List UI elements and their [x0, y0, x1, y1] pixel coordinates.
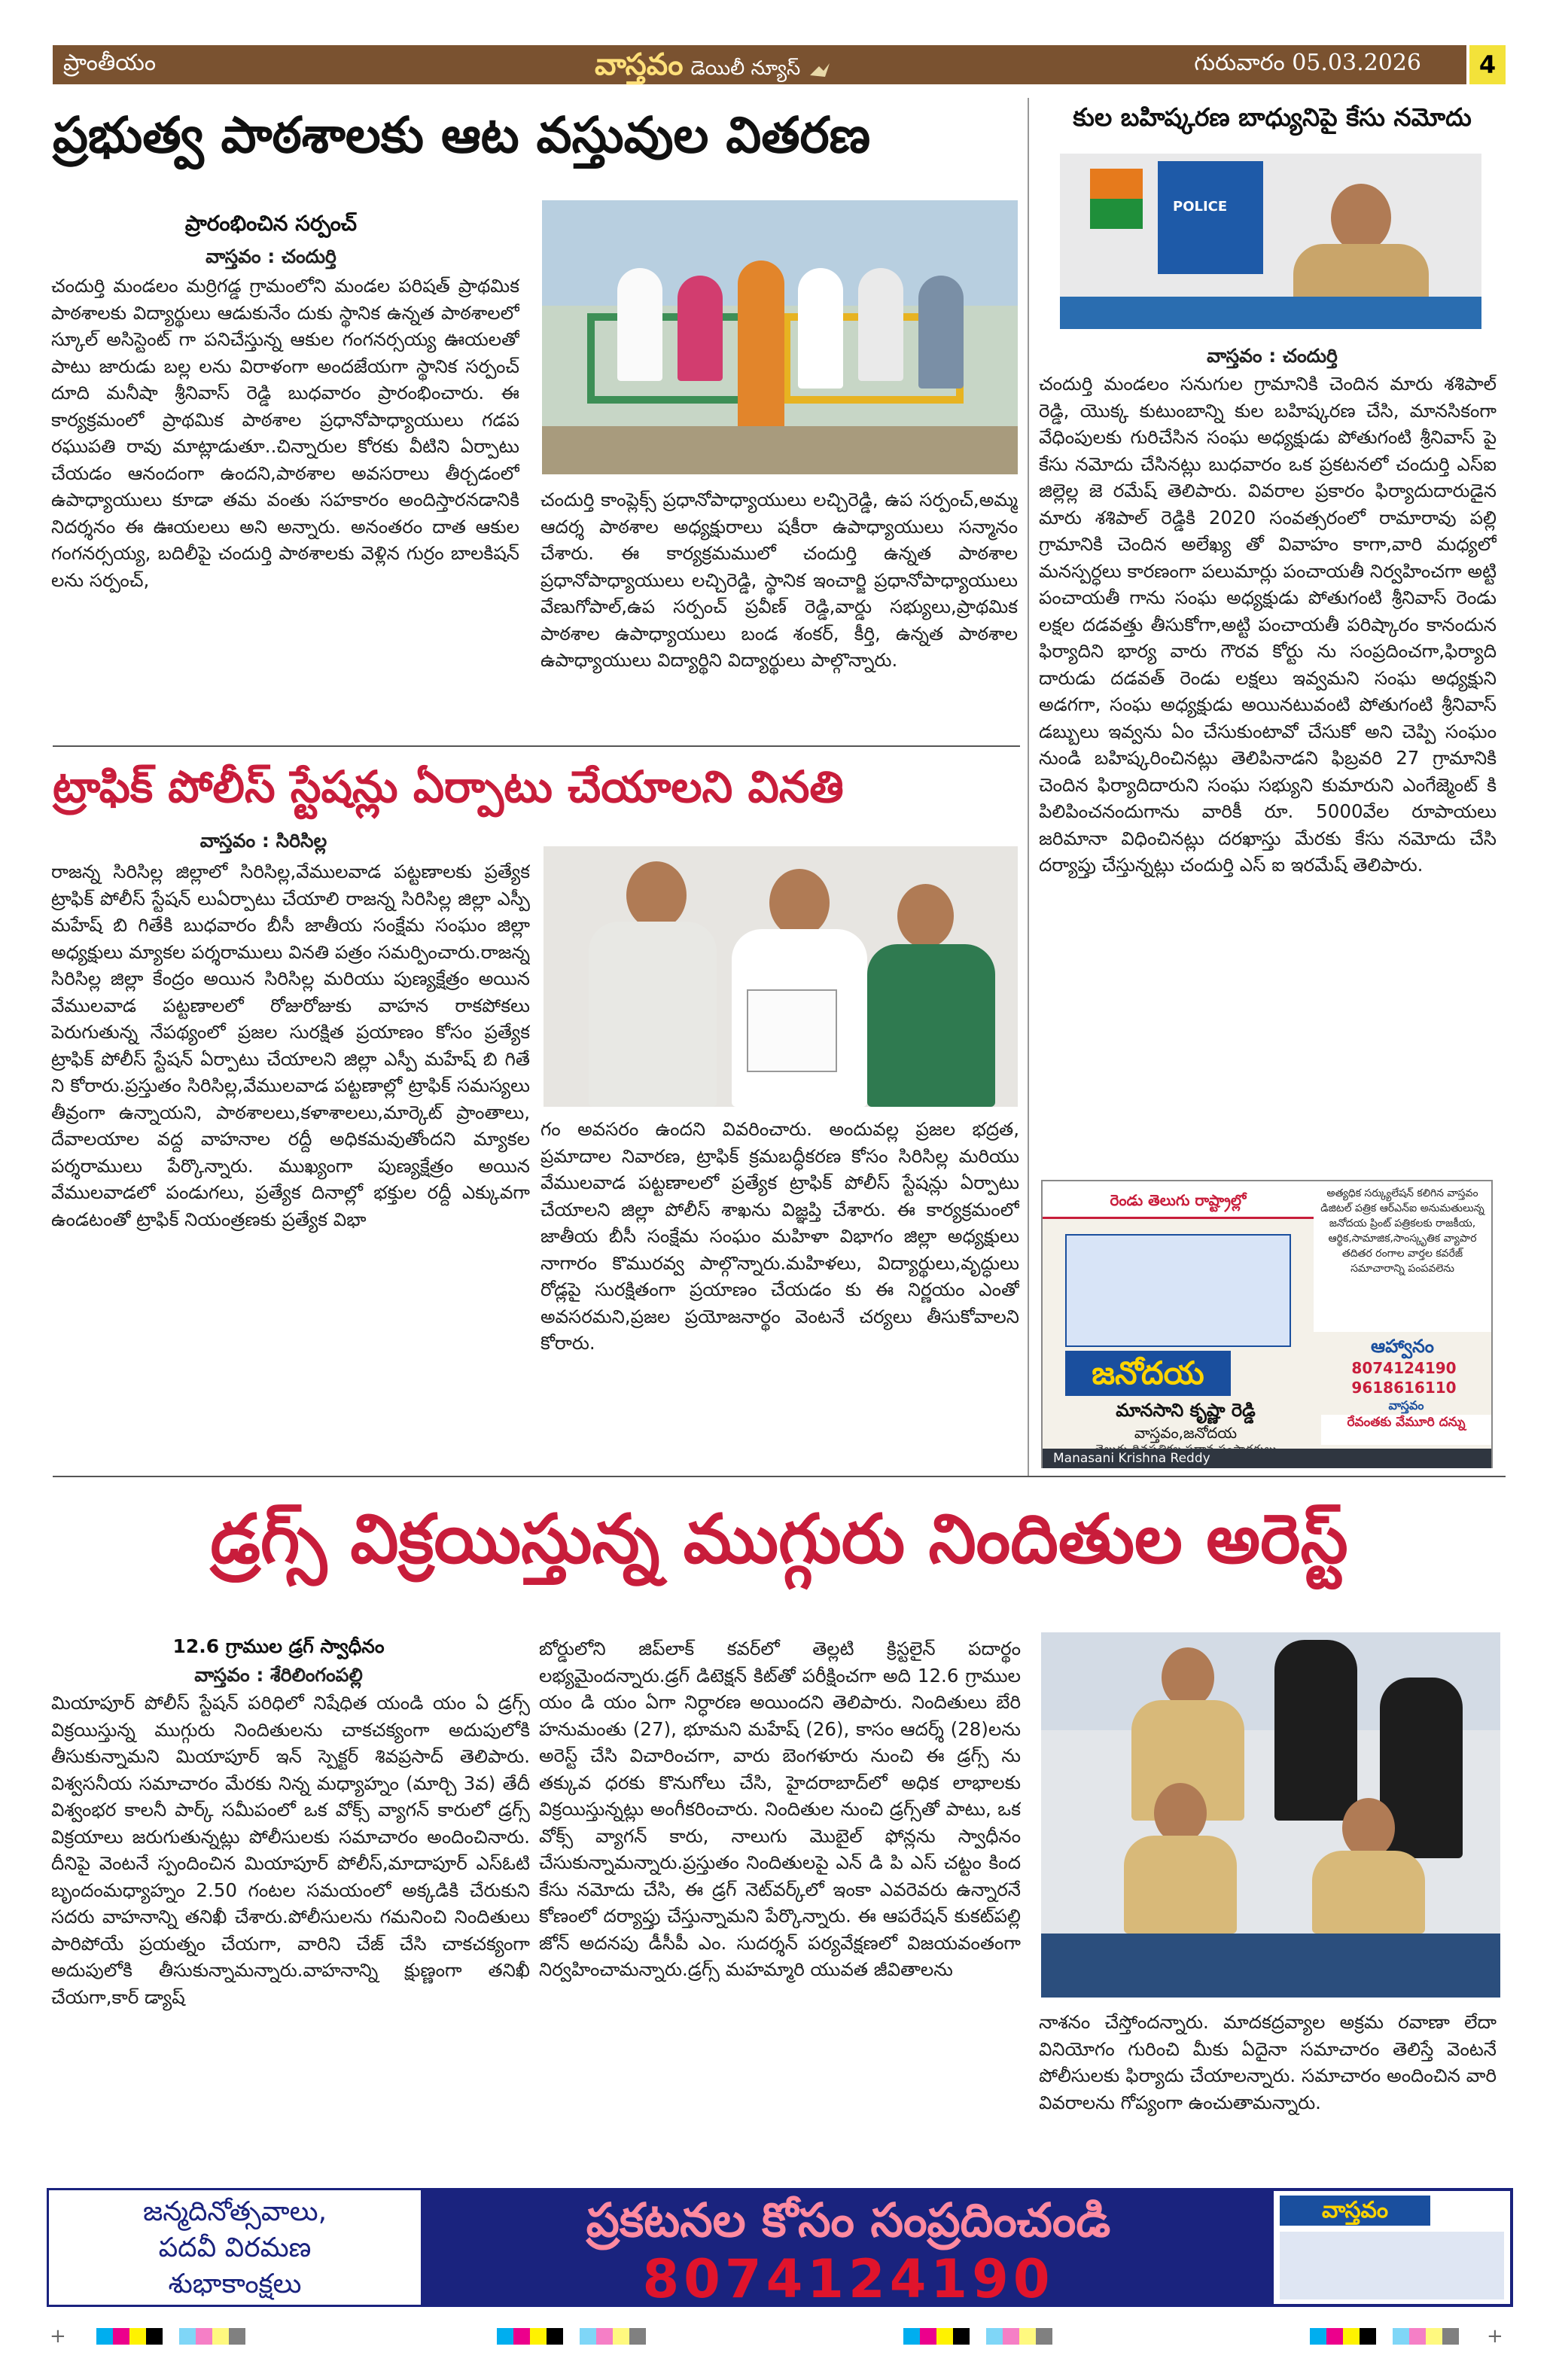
article4-photo: [1041, 1632, 1500, 1998]
logo-subtext: డెయిలీ న్యూస్: [690, 57, 801, 80]
bottom-ad-left-panel: [47, 2188, 423, 2307]
masthead-logo: [595, 47, 941, 83]
article1-headline: ప్రభుత్వ పాఠశాలకు ఆట వస్తువుల వితరణ: [53, 106, 871, 164]
ad-brand: జనోదయ: [1065, 1351, 1231, 1396]
issue-date: గురువారం 05.03.2026: [1194, 50, 1421, 76]
color-bar: [96, 2328, 245, 2345]
bottom-advertisement: [47, 2188, 1513, 2310]
bird-icon: [808, 60, 831, 83]
registration-mark: +: [50, 2325, 66, 2348]
column-divider: [1028, 98, 1029, 1476]
article4-dateline: వాస్తవం : శేరిలింగంపల్లి: [194, 1664, 363, 1686]
section-name: ప్రాంతీయం: [63, 50, 157, 76]
ad-vastavam-label: వాస్తవం: [1388, 1398, 1424, 1412]
article3-column-2: గం అవసరం ఉందని వివరించారు. అందువల్ల ప్రజల భద్రత, ప్రమాదాల నివారణ, ట్రాఫిక్ క్రమబద్ధీకరణ కోసం సిరిసిల్ల మరియు వేములవాడ పట్టణాలలో ప్రత్యేక ట్రాఫిక్ పోలీస్ స్టేషన్లు ఏర్పాటు చేయాలని జిల్లా పోలీస్ శాఖను విజ్ఞప్తి చేశారు. ఈ కార్యక్రమంలో జాతీయ బీసీ సంక్షేమ సంఘం మహిళా విభాగం జిల్లా అధ్యక్షులు నాగారం కొమురవ్వ పాల్గొన్నారు.మహిళలు, విద్యార్థులు,వృద్ధులు రోడ్లపై సురక్షితంగా ప్రయాణం చేయడం కు ఈ నిర్ణయం ఎంతో అవసరమని,ప్రజల ప్రయోజనార్థం వెంటనే చర్యలు తీసుకోవాలని కోరారు.: [540, 1118, 1019, 1354]
article1-photo: [542, 200, 1018, 474]
article1-column-2: చందుర్తి కాంప్లెక్స్ ప్రధానోపాధ్యాయులు లచ్చిరెడ్డి, ఉప సర్పంచ్,అమ్మ ఆదర్శ పాఠశాల అధ్యక్షురాలు షకీరా ఉపాధ్యాయులు సన్మానం చేశారు. ఈ కార్యక్రమములో చందుర్తి ఉన్నత పాఠశాల ప్రధానోపాధ్యాయులు లచ్చిరెడ్డి, స్థానిక ఇంచార్జి ప్రధానోపాధ్యాయులు వేణుగోపాల్,ఉప సర్పంచ్ ప్రవీణ్ రెడ్డి,వార్డు సభ్యులు,ప్రాథమిక పాఠశాల ఉపాధ్యాయులు బండ శంకర్, కీర్తి, ఉన్నత పాఠశాల ఉపాధ్యాయులు విద్యార్థిని విద్యార్థులు పాల్గొన్నారు.: [540, 489, 1018, 671]
bottom-ad-logo: వాస్తవం: [1280, 2196, 1430, 2226]
masthead-bar: [53, 45, 1466, 84]
article2-dateline: వాస్తవం : చందుర్తి: [1207, 345, 1338, 367]
ad-newspaper-image: [1065, 1234, 1291, 1347]
ad-phone-2: 9618616110: [1351, 1379, 1457, 1397]
article3-photo: [544, 846, 1018, 1107]
article4-column-3: నాశనం చేస్తోందన్నారు. మాదకద్రవ్యాల అక్రమ రవాణా లేదా వినియోగం గురించి మీకు ఏదైనా సమాచారం తెలిస్తే వెంటనే పోలీసులకు ఫిర్యాదు చేయాలన్నారు. సమాచారం అందించిన వారి వివరాలను గోప్యంగా ఉంచుతామన్నారు.: [1039, 2011, 1497, 2113]
article3-dateline: వాస్తవం : సిరిసిల్ల: [199, 830, 327, 852]
bottom-ad-right-panel: [1274, 2191, 1510, 2304]
article4-headline: డ్రగ్స్ విక్రయిస్తున్న ముగ్గురు నిందితుల అరెస్ట్: [210, 1500, 1348, 1579]
ad-right-text: అత్యధిక సర్క్యులేషన్ కలిగిన వాస్తవం డిజిటల్ పత్రిక ఆర్ఎన్ఐ అనుమతులున్న జనోదయ ప్రింట్ పత్రికలకు రాజకీయ, ఆర్థిక,సామాజిక,సాంస్కృతిక వ్యాపార తదితర రంగాల వార్తల కవరేజ్ సమాచారాన్ని పంపవలెను: [1314, 1181, 1491, 1332]
article2-photo: [1060, 154, 1481, 329]
bottom-ad-left-line-3: శుభాకాంక్షలు: [168, 2269, 302, 2299]
article1-subheadline: ప్రారంభించిన సర్పంచ్: [184, 211, 358, 236]
article3-headline: ట్రాఫిక్ పోలీస్ స్టేషన్లు ఏర్పాటు చేయాలని వినతి: [53, 761, 844, 812]
bottom-ad-left-line-1: జన్మదినోత్సవాలు,: [142, 2196, 327, 2227]
police-sign-text: POLICE: [1173, 199, 1228, 215]
color-bar: [903, 2328, 1052, 2345]
logo-text: వాస్తవం: [595, 47, 684, 82]
ad-contact-label: ఆహ్వానం: [1371, 1336, 1434, 1357]
ad-editor-name: మానసాని కృష్ణా రెడ్డి: [1116, 1400, 1256, 1421]
janodaya-ad: [1041, 1180, 1493, 1468]
ad-wish-text: రేవంతకు వేమూరి దన్ను: [1321, 1415, 1491, 1445]
ad-top-strip: రెండు తెలుగు రాష్ట్రాల్లో: [1043, 1181, 1314, 1219]
bottom-ad-phone: 8074124190: [642, 2248, 1055, 2310]
registration-mark: +: [1487, 2325, 1503, 2348]
ad-footer: Manasani Krishna Reddy: [1043, 1449, 1491, 1468]
divider: [53, 745, 1020, 747]
article2-headline: కుల బహిష్కరణ బాధ్యునిపై కేసు నమోదు: [1073, 102, 1472, 132]
page-number: 4: [1469, 45, 1506, 84]
article3-column-1: రాజన్న సిరిసిల్ల జిల్లాలో సిరిసిల్ల,వేములవాడ పట్టణాలకు ప్రత్యేక ట్రాఫిక్ పోలీస్ స్టేషన్ లుఏర్పాటు చేయాలి రాజన్న సిరిసిల్ల జిల్లా ఎస్పీ మహేష్ బి గితేకి బుధవారం బీసీ జాతీయ సంక్షేమ సంఘం జిల్లా అధ్యక్షులు మ్యాకల పర్శరాములు వినతి పత్రం సమర్పించారు.రాజన్న సిరిసిల్ల జిల్లా కేంద్రం అయిన సిరిసిల్ల మరియు పుణ్యక్షేత్రం అయిన వేములవాడ పట్టణాలలో రోజురోజుకు వాహన రాకపోకలు పెరుగుతున్న నేపథ్యంలో ప్రజల సురక్షిత ప్రయాణం కోసం ప్రత్యేక ట్రాఫిక్ పోలీస్ స్టేషన్ ఏర్పాటు చేయాలని జిల్లా ఎస్పీ మహేష్ బి గితే ని కోరారు.ప్రస్తుతం సిరిసిల్ల,వేములవాడ పట్టణాల్లో ట్రాఫిక్ సమస్యలు తీవ్రంగా ఉన్నాయని, పాఠశాలలు,కళాశాలలు,మార్కెట్ ప్రాంతాలు, దేవాలయాల వద్ద వాహనాల రద్దీ అధికమవుతోందని మ్యాకల పర్శరాములు పేర్కొన్నారు. ముఖ్యంగా పుణ్యక్షేత్రం అయిన వేములవాడలో పండుగలు, ప్రత్యేక దినాల్లో భక్తుల రద్దీ ఎక్కువగా ఉండటంతో ట్రాఫిక్ నియంత్రణకు ప్రత్యేక విభా: [51, 861, 530, 1230]
divider: [53, 1476, 1506, 1477]
article1-column-1: చందుర్తి మండలం మర్రిగడ్డ గ్రామంలోని మండల పరిషత్ ప్రాథమిక పాఠశాలకు విద్యార్థులు ఆడుకునేం దుకు స్థానిక ఉన్నత పాఠశాలలో స్కూల్ అసిస్టెంట్ గా పనిచేస్తున్న ఆకుల గంగనర్సయ్య ఊయలతో పాటు జారుడు బల్ల లను విరాళంగా అందజేయగా స్థానిక సర్పంచ్ దూది మనీషా శ్రీనివాస్ రెడ్డి బుధవారం ప్రారంభించారు. ఈ కార్యక్రమంలో ప్రాథమిక పాఠశాల ప్రధానోపాధ్యాయులు గడప రఘుపతి రావు మాట్లాడుతూ..చిన్నారుల కోరకు వీటిని ఏర్పాటు చేయడం ఆనందంగా ఉందని,పాఠశాల అవసరాలు తీర్చడంలో ఉపాధ్యాయులు కూడా తమ వంతు సహకారం అందిస్తారనడానికి నిదర్శనం ఈ ఊయలలు అని అన్నారు. అనంతరం దాత ఆకుల గంగనర్సయ్య, బదిలీపై చందుర్తి పాఠశాలకు వెళ్లిన గుర్రం బాలకిషన్ లను సర్పంచ్,: [51, 275, 519, 591]
article1-dateline: వాస్తవం : చందుర్తి: [206, 245, 336, 267]
article4-column-1: మియాపూర్ పోలీస్ స్టేషన్ పరిధిలో నిషేధిత యండి యం ఏ డ్రగ్స్ విక్రయిస్తున్న ముగ్గురు నిందితులను చాకచక్యంగా అదుపులోకి తీసుకున్నామని మియాపూర్ ఇన్ స్పెక్టర్ శివప్రసాద్ తెలిపారు. విశ్వసనీయ సమాచారం మేరకు నిన్న మధ్యాహ్నం (మార్చి 3వ) తేదీ విశ్వంభర కాలనీ పార్క్ సమీపంలో ఒక వోక్స్ వ్యాగన్ కారులో డ్రగ్స్ విక్రయాలు జరుగుతున్నట్లు పోలీసులకు సమాచారం అందించినారు. దీనిపై వెంటనే స్పందించిన మియాపూర్ పోలీస్,మాదాపూర్ ఎస్ఓటి బృందంమధ్యాహ్నం 2.50 గంటల సమయంలో అక్కడికి చేరుకుని సదరు వాహనాన్ని తనిఖీ చేశారు.పోలీసులను గమనించి నిందితులు పారిపోయే ప్రయత్నం చేయగా, వారిని చేజ్ చేసి చాకచక్యంగా అదుపులోకి తీసుకున్నామన్నారు.వాహనాన్ని క్షుణ్ణంగా తనిఖీ చేయగా,కార్ డ్యాష్: [51, 1692, 530, 2008]
ad-phone-1: 8074124190: [1351, 1359, 1457, 1377]
article4-column-2: బోర్డులోని జిప్‌లాక్ కవర్‌లో తెల్లటి క్రిస్టలైన్ పదార్థం లభ్యమైందన్నారు.డ్రగ్ డిటెక్షన్ కిట్‌తో పరీక్షించగా అది 12.6 గ్రాముల యం డి యం ఏగా నిర్ధారణ అయిందని తెలిపారు. నిందితులు బేరి హనుమంతు (27), భూమని మహేష్ (26), కాసం ఆదర్శ్ (28)లను అరెస్ట్ చేసి విచారించగా, వారు బెంగళూరు నుంచి ఈ డ్రగ్స్ ను తక్కువ ధరకు కొనుగోలు చేసి, హైదరాబాద్‌లో అధిక లాభాలకు విక్రయిస్తున్నట్లు అంగీకరించారు. నిందితుల నుంచి డ్రగ్స్‌తో పాటు, ఒక వోక్స్ వ్యాగన్ కారు, నాలుగు మొబైల్ ఫోన్లను స్వాధీనం చేసుకున్నామన్నారు.ప్రస్తుతం నిందితులపై ఎన్ డి పి ఎస్ చట్టం కింద కేసు నమోదు చేసి, ఈ డ్రగ్ నెట్‌వర్క్‌లో ఇంకా ఎవరెవరు ఉన్నారనే కోణంలో దర్యాప్తు చేస్తున్నామని పేర్కొన్నారు. ఈ ఆపరేషన్ కుకట్‌పల్లి జోన్ అదనపు డీసీపీ ఎం. సుదర్శన్ పర్యవేక్షణలో విజయవంతంగా నిర్వహించామన్నారు.డ్రగ్స్ మహమ్మారి యువత జీవితాలను: [539, 1638, 1021, 1980]
bottom-ad-left-line-2: పదవీ విరమణ: [158, 2232, 312, 2263]
ad-org: వాస్తవం,జనోదయ: [1134, 1424, 1238, 1442]
article4-subheadline: 12.6 గ్రాముల డ్రగ్ స్వాధీనం: [172, 1635, 385, 1657]
bottom-ad-headline: ప్రకటనల కోసం సంప్రదించండి: [586, 2193, 1111, 2247]
color-bar: [497, 2328, 646, 2345]
article2-body: చందుర్తి మండలం సనుగుల గ్రామానికి చెందిన మారు శశిపాల్ రెడ్డి, యొక్క కుటుంబాన్ని కుల బహిష్కరణ చేసి, మానసికంగా వేధింపులకు గురిచేసిన సంఘ అధ్యక్షుడు పోతుగంటి శ్రీనివాస్ పై కేసు నమోదు చేసినట్లు బుధవారం ఒక ప్రకటనలో చందుర్తి ఎస్ఐ జిల్లెల్ల జె రమేష్ తెలిపారు. వివరాల ప్రకారం ఫిర్యాదుదారుడైన మారు శశిపాల్ రెడ్డికి 2020 సంవత్సరంలో రామారావు పల్లి గ్రామానికి చెందిన అలేఖ్య తో వివాహం కాగా,వారి మధ్యలో మనస్పర్ధలు కారణంగా పలుమార్లు పంచాయతీ నిర్వహించగా అట్టి పంచాయతీ గాను సంఘ అధ్యక్షుడు పోతుగంటి శ్రీనివాస్ రెండు లక్షల దడవత్తు తీసుకోగా,అట్టి పంచాయతీ పరిష్కారం కానందున ఫిర్యాదిని భార్య వారు గౌరవ కోర్టు ను సంప్రదించగా,ఫిర్యాది దారుడు దడవత్ రెండు లక్షలు ఇవ్వమని సంఘ అధ్యక్షుని అడగగా, సంఘ అధ్యక్షుడు అయినటువంటి పోతుగంటి శ్రీనివాస్ డబ్బులు ఇవ్వను ఏం చేసుకుంటావో చేసుకో అని చెప్పి సంఘం నుండి బహిష్కరించినట్లు తెలిపినాడని ఫిబ్రవరి 27 గ్రామానికి చెందిన ఫిర్యాదిదారుని సంఘ సభ్యుని కుమారుని ఎంగేజ్మెంట్ కి పిలిపించనందుగాను వారికీ రూ. 5000వేల రూపాయలు జరిమానా విధించినట్లు దరఖాస్తు మేరకు కేసు నమోదు చేసి దర్యాప్తు చేస్తున్నట్లు చందుర్తి ఎస్ ఐ ఇరమేష్ తెలిపారు.: [1039, 373, 1497, 876]
bottom-ad-newspaper-image: [1280, 2232, 1504, 2299]
color-bar: [1310, 2328, 1459, 2345]
